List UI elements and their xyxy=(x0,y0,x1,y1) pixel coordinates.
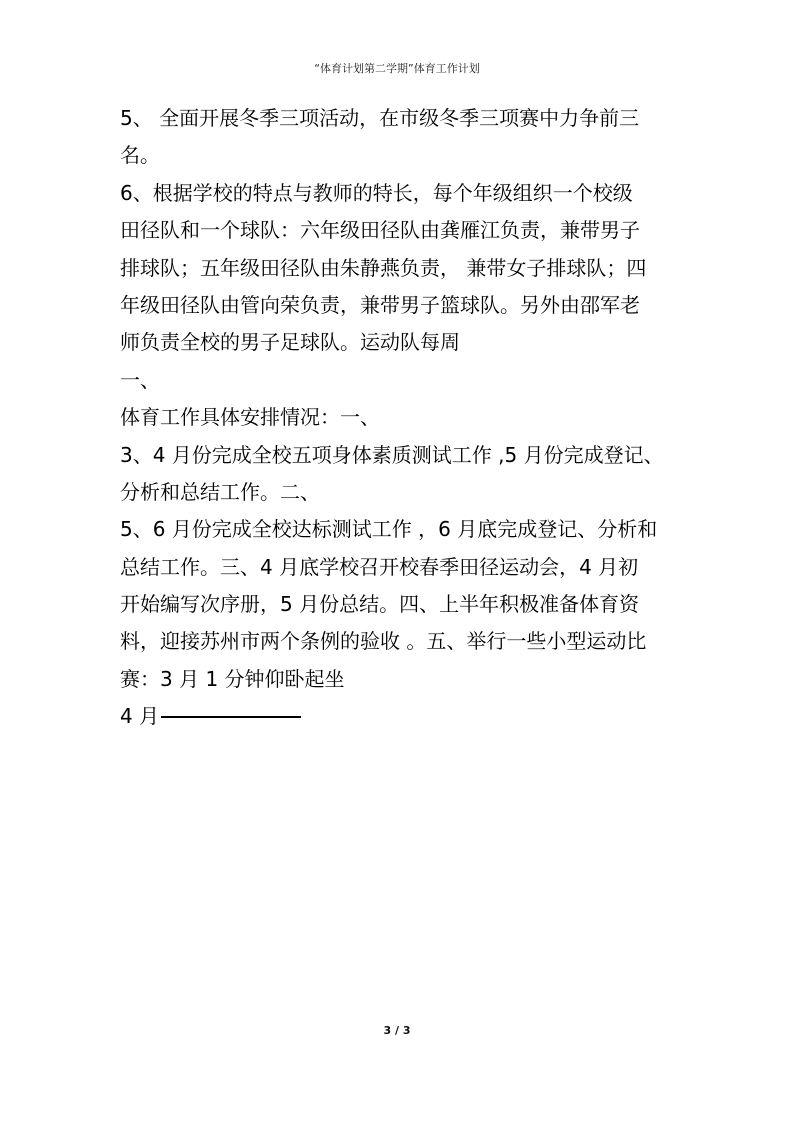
body-line: 总结工作。三、4 月底学校召开校春季田径运动会，4 月初 xyxy=(120,554,639,579)
body-line: 5、6 月份完成全校达标测试工作 ，6 月底完成登记、分析和 xyxy=(120,517,658,542)
blank-underline xyxy=(161,716,301,718)
body-line: 名。 xyxy=(120,143,160,168)
page-number: 3 / 3 xyxy=(383,1024,411,1037)
body-line: 体育工作具体安排情况：一、 xyxy=(120,405,380,430)
body-line: 一、 xyxy=(120,367,160,392)
body-line: 3、4 月份完成全校五项身体素质测试工作 ,5 月份完成登记、 xyxy=(120,442,664,467)
body-line: 6、根据学校的特点与教师的特长，每个年级组织一个校级 xyxy=(120,180,633,205)
body-line: 排球队；五年级田径队由朱静燕负责， 兼带女子排球队；四 xyxy=(120,255,647,280)
body-line: 开始编写次序册，5 月份总结。四、上半年积极准备体育资 xyxy=(120,592,640,617)
body-line: 料，迎接苏州市两个条例的验收 。五、举行一些小型运动比 xyxy=(120,629,647,654)
body-line: 5、 全面开展冬季三项活动，在市级冬季三项赛中力争前三 xyxy=(120,106,640,130)
body-line-last xyxy=(120,698,680,735)
page-header: “体育计划第二学期”体育工作计划 xyxy=(314,62,480,75)
body-line: 赛：3 月 1 分钟仰卧起坐 xyxy=(120,666,345,691)
body-line: 师负责全校的男子足球队。运动队每周 xyxy=(120,330,460,355)
document-body xyxy=(120,100,680,736)
last-line-text: 4 月 xyxy=(120,704,160,729)
body-line: 年级田径队由管向荣负责，兼带男子篮球队。另外由邵军老 xyxy=(120,292,640,317)
body-line: 分析和总结工作。二、 xyxy=(120,479,320,504)
body-line: 田径队和一个球队：六年级田径队由龚雁江负责，兼带男子 xyxy=(120,218,640,243)
